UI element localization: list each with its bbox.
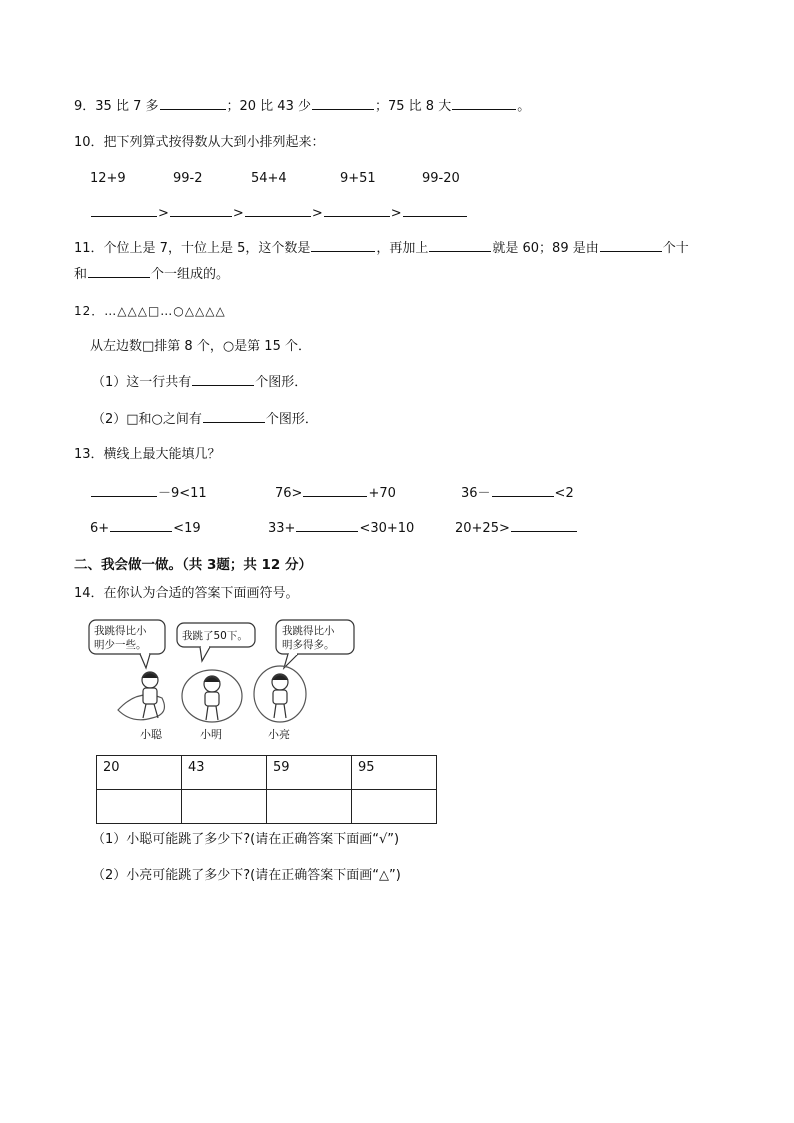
q11-text-3: 就是 60；89 是由 <box>492 241 599 256</box>
question-13-title: 13．横线上最大能填几？ <box>74 447 221 462</box>
table-cell-value: 20 <box>97 756 182 790</box>
q11-text-4: 个十 <box>662 241 689 256</box>
q12-shape-sequence: 12．…△△△□…○△△△△ <box>74 304 226 318</box>
answer-blank[interactable] <box>203 410 265 423</box>
answer-blank[interactable] <box>452 97 516 110</box>
kid-xiaocong <box>118 672 164 720</box>
kid-xiaoliang <box>254 666 306 722</box>
answer-blank[interactable] <box>88 265 150 278</box>
q12-s2-text-a: （2）□和○之间有 <box>92 412 202 427</box>
table-cell-value: 43 <box>182 756 267 790</box>
answer-blank[interactable] <box>511 519 577 532</box>
svg-text:我跳了50下。: 我跳了50下。 <box>182 630 248 642</box>
question-10-title: 10．把下列算式按得数从大到小排列起来： <box>74 135 325 150</box>
q9-number: 9． <box>74 99 96 114</box>
answer-blank[interactable] <box>311 239 375 252</box>
q11-text-1: 11．个位上是 7，十位上是 5，这个数是 <box>74 241 311 256</box>
q13-expression-6 <box>455 519 578 538</box>
answer-blank[interactable] <box>91 484 157 497</box>
q13-expression-5 <box>268 519 414 538</box>
q13-e4-text-a: 6+ <box>90 521 110 536</box>
section-heading: 二、我会做一做。（共 3题；共 12 分） <box>74 557 313 573</box>
speech-bubble-1 <box>89 620 165 668</box>
q12-subquestion-2 <box>92 410 318 429</box>
q11-text-5: 和 <box>74 267 88 282</box>
q13-e3-text-b: <2 <box>554 486 574 501</box>
answer-cell[interactable] <box>182 790 267 824</box>
q13-e4-text-b: <19 <box>173 521 201 536</box>
name-label: 小明 <box>200 728 222 741</box>
answer-table <box>96 755 437 824</box>
speech-bubble-2 <box>177 623 255 661</box>
q9-text-4: 。 <box>517 99 531 114</box>
answer-blank[interactable] <box>429 239 491 252</box>
answer-blank[interactable] <box>192 373 254 386</box>
name-label: 小聪 <box>140 728 162 741</box>
question-12-title <box>74 302 226 321</box>
q9-text-2: ；20 比 43 少 <box>226 99 311 114</box>
q10-expression: 9+51 <box>340 171 376 186</box>
answer-blank[interactable] <box>600 239 662 252</box>
q12-s2-text-b: 个图形． <box>265 412 318 427</box>
answer-cell[interactable] <box>267 790 352 824</box>
q13-e6-text-a: 20+25> <box>455 521 510 536</box>
q10-expression: 99-2 <box>173 171 203 186</box>
q12-s1-text-b: 个图形． <box>255 375 308 390</box>
q10-expression: 12+9 <box>90 171 126 186</box>
q10-ordering-row <box>90 204 468 223</box>
q12-subquestion-1 <box>92 373 307 392</box>
table-cell-value: 95 <box>352 756 437 790</box>
question-14-title: 14．在你认为合适的答案下面画符号。 <box>74 586 299 601</box>
answer-blank[interactable] <box>160 97 226 110</box>
q9-text-1: 35 比 7 多 <box>95 99 159 114</box>
q12-description: 从左边数□排第 8 个，○是第 15 个． <box>90 339 311 354</box>
q13-e1-text: －9<11 <box>158 486 207 501</box>
table-cell-value: 59 <box>267 756 352 790</box>
speech-bubble-3 <box>276 620 354 668</box>
q11-text-6: 个一组成的。 <box>151 267 230 282</box>
answer-blank[interactable] <box>91 204 157 217</box>
greater-sign: > <box>232 206 244 221</box>
answer-blank[interactable] <box>312 97 374 110</box>
svg-text:我跳得比小: 我跳得比小 <box>94 625 147 637</box>
answer-blank[interactable] <box>324 204 390 217</box>
q9-text-3: ；75 比 8 大 <box>374 99 452 114</box>
q11-text-2: ，再加上 <box>376 241 429 256</box>
jump-rope-illustration <box>88 618 360 742</box>
name-label: 小亮 <box>268 728 290 741</box>
q13-e5-text-b: <30+10 <box>359 521 415 536</box>
q13-expression-1 <box>90 484 207 503</box>
answer-blank[interactable] <box>296 519 358 532</box>
svg-text:明多得多。: 明多得多。 <box>282 639 335 651</box>
q10-expression: 99-20 <box>422 171 460 186</box>
answer-blank[interactable] <box>170 204 232 217</box>
q10-expression: 54+4 <box>251 171 287 186</box>
greater-sign: > <box>311 206 323 221</box>
q12-s1-text-a: （1）这一行共有 <box>92 375 192 390</box>
question-11-line-2 <box>74 265 229 284</box>
answer-cell[interactable] <box>352 790 437 824</box>
q13-e2-text-b: +70 <box>368 486 396 501</box>
q13-e2-text-a: 76> <box>275 486 303 501</box>
answer-blank[interactable] <box>245 204 311 217</box>
question-11-line-1 <box>74 239 689 258</box>
answer-cell[interactable] <box>97 790 182 824</box>
greater-sign: > <box>158 206 169 221</box>
q13-expression-4 <box>90 519 201 538</box>
svg-text:明少一些。: 明少一些。 <box>94 639 147 651</box>
answer-blank[interactable] <box>403 204 467 217</box>
q14-subquestion-2: （2）小亮可能跳了多少下?(请在正确答案下面画“△”) <box>92 868 401 883</box>
answer-blank[interactable] <box>110 519 172 532</box>
svg-text:我跳得比小: 我跳得比小 <box>282 625 335 637</box>
q14-subquestion-1: （1）小聪可能跳了多少下?(请在正确答案下面画“√”) <box>92 832 400 847</box>
q13-expression-2 <box>275 484 396 503</box>
kid-xiaoming <box>182 670 242 722</box>
answer-blank[interactable] <box>303 484 367 497</box>
q13-expression-3 <box>461 484 574 503</box>
greater-sign: > <box>390 206 402 221</box>
question-9 <box>74 97 530 116</box>
q13-e3-text-a: 36－ <box>461 486 491 501</box>
answer-blank[interactable] <box>492 484 554 497</box>
q13-e5-text-a: 33+ <box>268 521 296 536</box>
